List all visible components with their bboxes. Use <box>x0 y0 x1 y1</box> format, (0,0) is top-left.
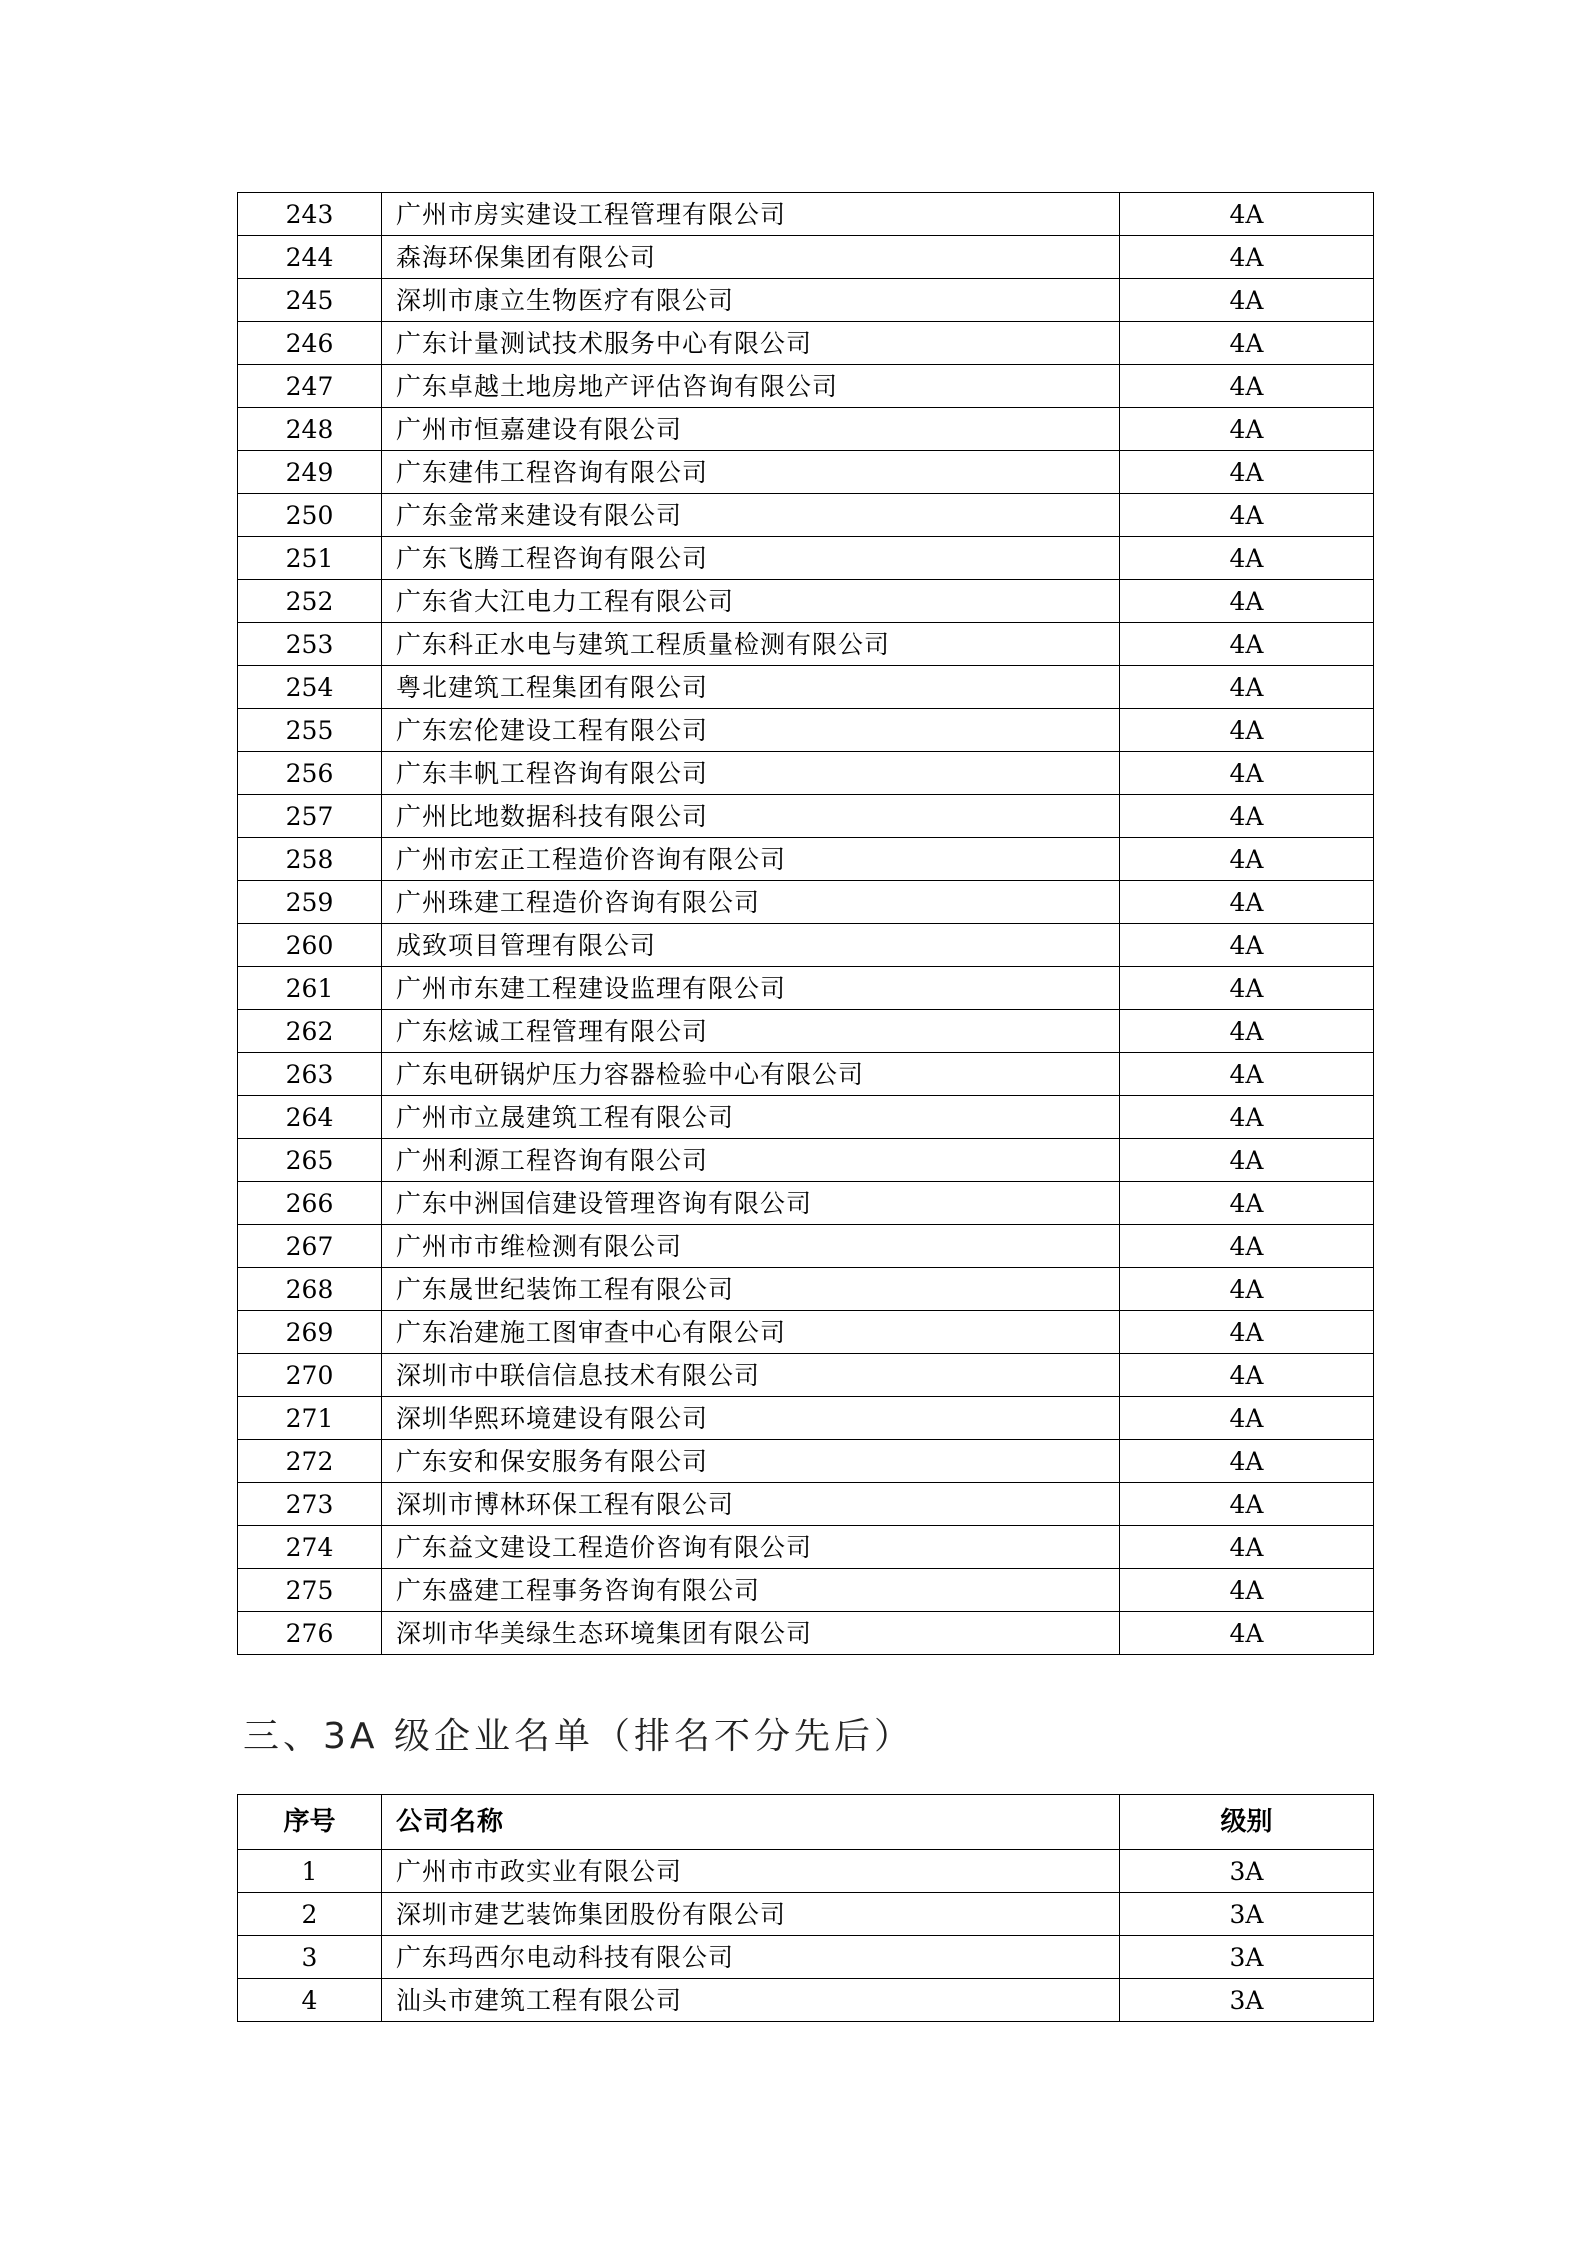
company-name-cell: 深圳市华美绿生态环境集团有限公司 <box>382 1612 1120 1655</box>
level-cell: 4A <box>1120 1569 1374 1612</box>
table-row <box>238 1354 1374 1397</box>
level-cell: 4A <box>1120 666 1374 709</box>
serial-number-cell: 1 <box>238 1850 382 1893</box>
company-name-cell: 广州比地数据科技有限公司 <box>382 795 1120 838</box>
enterprise-3a-table <box>237 1794 1374 2022</box>
company-name-cell: 广东玛西尔电动科技有限公司 <box>382 1936 1120 1979</box>
table-row <box>238 1225 1374 1268</box>
serial-number-cell: 243 <box>238 193 382 236</box>
company-name-cell: 广州珠建工程造价咨询有限公司 <box>382 881 1120 924</box>
company-name-cell: 广东建伟工程咨询有限公司 <box>382 451 1120 494</box>
serial-number-cell: 254 <box>238 666 382 709</box>
table-row <box>238 1936 1374 1979</box>
company-name-cell: 广州市立晟建筑工程有限公司 <box>382 1096 1120 1139</box>
level-cell: 4A <box>1120 709 1374 752</box>
level-cell: 4A <box>1120 322 1374 365</box>
table-row <box>238 365 1374 408</box>
level-cell: 4A <box>1120 1354 1374 1397</box>
table-row <box>238 1612 1374 1655</box>
level-cell: 4A <box>1120 1010 1374 1053</box>
section-3a-title: 三、3A 级企业名单（排名不分先后） <box>243 1716 914 1757</box>
level-cell: 4A <box>1120 838 1374 881</box>
serial-number-cell: 268 <box>238 1268 382 1311</box>
serial-number-cell: 253 <box>238 623 382 666</box>
level-cell: 3A <box>1120 1979 1374 2022</box>
company-name-cell: 深圳市建艺装饰集团股份有限公司 <box>382 1893 1120 1936</box>
serial-number-cell: 275 <box>238 1569 382 1612</box>
serial-number-cell: 2 <box>238 1893 382 1936</box>
level-cell: 4A <box>1120 1096 1374 1139</box>
table-row <box>238 1526 1374 1569</box>
header-level: 级别 <box>1120 1795 1374 1850</box>
level-cell: 4A <box>1120 365 1374 408</box>
table-row <box>238 1311 1374 1354</box>
company-name-cell: 广东飞腾工程咨询有限公司 <box>382 537 1120 580</box>
company-name-cell: 深圳市康立生物医疗有限公司 <box>382 279 1120 322</box>
serial-number-cell: 246 <box>238 322 382 365</box>
level-cell: 4A <box>1120 752 1374 795</box>
company-name-cell: 广东冶建施工图审查中心有限公司 <box>382 1311 1120 1354</box>
level-cell: 4A <box>1120 1526 1374 1569</box>
serial-number-cell: 272 <box>238 1440 382 1483</box>
table-row <box>238 580 1374 623</box>
level-cell: 4A <box>1120 1225 1374 1268</box>
level-cell: 4A <box>1120 494 1374 537</box>
serial-number-cell: 262 <box>238 1010 382 1053</box>
table-row <box>238 1850 1374 1893</box>
serial-number-cell: 271 <box>238 1397 382 1440</box>
level-cell: 4A <box>1120 1440 1374 1483</box>
company-name-cell: 广东金常来建设有限公司 <box>382 494 1120 537</box>
serial-number-cell: 244 <box>238 236 382 279</box>
level-cell: 4A <box>1120 967 1374 1010</box>
serial-number-cell: 252 <box>238 580 382 623</box>
level-cell: 4A <box>1120 537 1374 580</box>
company-name-cell: 广东中洲国信建设管理咨询有限公司 <box>382 1182 1120 1225</box>
level-cell: 3A <box>1120 1893 1374 1936</box>
table-row <box>238 623 1374 666</box>
level-cell: 3A <box>1120 1850 1374 1893</box>
table-row <box>238 408 1374 451</box>
serial-number-cell: 248 <box>238 408 382 451</box>
table-row <box>238 494 1374 537</box>
level-cell: 4A <box>1120 451 1374 494</box>
serial-number-cell: 266 <box>238 1182 382 1225</box>
level-cell: 4A <box>1120 1612 1374 1655</box>
company-name-cell: 广州市东建工程建设监理有限公司 <box>382 967 1120 1010</box>
company-name-cell: 广东科正水电与建筑工程质量检测有限公司 <box>382 623 1120 666</box>
company-name-cell: 广州利源工程咨询有限公司 <box>382 1139 1120 1182</box>
serial-number-cell: 4 <box>238 1979 382 2022</box>
serial-number-cell: 247 <box>238 365 382 408</box>
table-row <box>238 881 1374 924</box>
serial-number-cell: 263 <box>238 1053 382 1096</box>
table-row <box>238 967 1374 1010</box>
company-name-cell: 汕头市建筑工程有限公司 <box>382 1979 1120 2022</box>
table-row <box>238 1182 1374 1225</box>
level-cell: 4A <box>1120 795 1374 838</box>
level-cell: 4A <box>1120 1483 1374 1526</box>
serial-number-cell: 245 <box>238 279 382 322</box>
company-name-cell: 广东晟世纪装饰工程有限公司 <box>382 1268 1120 1311</box>
company-name-cell: 成致项目管理有限公司 <box>382 924 1120 967</box>
serial-number-cell: 259 <box>238 881 382 924</box>
level-cell: 4A <box>1120 1053 1374 1096</box>
company-name-cell: 广东省大江电力工程有限公司 <box>382 580 1120 623</box>
table-row <box>238 1483 1374 1526</box>
level-cell: 4A <box>1120 236 1374 279</box>
enterprise-4a-table <box>237 192 1374 1655</box>
company-name-cell: 广州市市维检测有限公司 <box>382 1225 1120 1268</box>
company-name-cell: 广州市市政实业有限公司 <box>382 1850 1120 1893</box>
table-row <box>238 1096 1374 1139</box>
company-name-cell: 广东卓越土地房地产评估咨询有限公司 <box>382 365 1120 408</box>
table-row <box>238 666 1374 709</box>
company-name-cell: 森海环保集团有限公司 <box>382 236 1120 279</box>
company-name-cell: 广东盛建工程事务咨询有限公司 <box>382 1569 1120 1612</box>
level-cell: 4A <box>1120 1397 1374 1440</box>
level-cell: 4A <box>1120 1268 1374 1311</box>
level-cell: 4A <box>1120 279 1374 322</box>
serial-number-cell: 260 <box>238 924 382 967</box>
table-row <box>238 1979 1374 2022</box>
level-cell: 4A <box>1120 1311 1374 1354</box>
company-name-cell: 深圳市博林环保工程有限公司 <box>382 1483 1120 1526</box>
company-name-cell: 广州市恒嘉建设有限公司 <box>382 408 1120 451</box>
company-name-cell: 粤北建筑工程集团有限公司 <box>382 666 1120 709</box>
level-cell: 4A <box>1120 408 1374 451</box>
company-name-cell: 广东丰帆工程咨询有限公司 <box>382 752 1120 795</box>
serial-number-cell: 249 <box>238 451 382 494</box>
table-row <box>238 709 1374 752</box>
table-row <box>238 752 1374 795</box>
table-row <box>238 193 1374 236</box>
company-name-cell: 深圳华熙环境建设有限公司 <box>382 1397 1120 1440</box>
company-name-cell: 深圳市中联信信息技术有限公司 <box>382 1354 1120 1397</box>
table-header-row <box>238 1795 1374 1850</box>
level-cell: 4A <box>1120 1182 1374 1225</box>
level-cell: 4A <box>1120 1139 1374 1182</box>
table-row <box>238 1893 1374 1936</box>
serial-number-cell: 265 <box>238 1139 382 1182</box>
serial-number-cell: 269 <box>238 1311 382 1354</box>
company-name-cell: 广东益文建设工程造价咨询有限公司 <box>382 1526 1120 1569</box>
serial-number-cell: 3 <box>238 1936 382 1979</box>
serial-number-cell: 273 <box>238 1483 382 1526</box>
table-row <box>238 1397 1374 1440</box>
serial-number-cell: 256 <box>238 752 382 795</box>
company-name-cell: 广东计量测试技术服务中心有限公司 <box>382 322 1120 365</box>
table-row <box>238 838 1374 881</box>
serial-number-cell: 258 <box>238 838 382 881</box>
serial-number-cell: 270 <box>238 1354 382 1397</box>
company-name-cell: 广东炫诚工程管理有限公司 <box>382 1010 1120 1053</box>
company-name-cell: 广州市宏正工程造价咨询有限公司 <box>382 838 1120 881</box>
serial-number-cell: 276 <box>238 1612 382 1655</box>
table-row <box>238 1139 1374 1182</box>
level-cell: 4A <box>1120 881 1374 924</box>
table-row <box>238 537 1374 580</box>
table-row <box>238 451 1374 494</box>
serial-number-cell: 250 <box>238 494 382 537</box>
serial-number-cell: 264 <box>238 1096 382 1139</box>
table-row <box>238 236 1374 279</box>
serial-number-cell: 257 <box>238 795 382 838</box>
serial-number-cell: 255 <box>238 709 382 752</box>
table-row <box>238 279 1374 322</box>
level-cell: 4A <box>1120 623 1374 666</box>
level-cell: 4A <box>1120 924 1374 967</box>
table-row <box>238 795 1374 838</box>
level-cell: 3A <box>1120 1936 1374 1979</box>
serial-number-cell: 267 <box>238 1225 382 1268</box>
table-row <box>238 924 1374 967</box>
serial-number-cell: 261 <box>238 967 382 1010</box>
header-serial-number: 序号 <box>238 1795 382 1850</box>
table-row <box>238 322 1374 365</box>
table-row <box>238 1569 1374 1612</box>
table-row <box>238 1010 1374 1053</box>
level-cell: 4A <box>1120 580 1374 623</box>
serial-number-cell: 251 <box>238 537 382 580</box>
serial-number-cell: 274 <box>238 1526 382 1569</box>
company-name-cell: 广东宏伦建设工程有限公司 <box>382 709 1120 752</box>
company-name-cell: 广东电研锅炉压力容器检验中心有限公司 <box>382 1053 1120 1096</box>
company-name-cell: 广东安和保安服务有限公司 <box>382 1440 1120 1483</box>
header-company-name: 公司名称 <box>382 1795 1120 1850</box>
table-row <box>238 1053 1374 1096</box>
level-cell: 4A <box>1120 193 1374 236</box>
company-name-cell: 广州市房实建设工程管理有限公司 <box>382 193 1120 236</box>
table-row <box>238 1268 1374 1311</box>
table-row <box>238 1440 1374 1483</box>
